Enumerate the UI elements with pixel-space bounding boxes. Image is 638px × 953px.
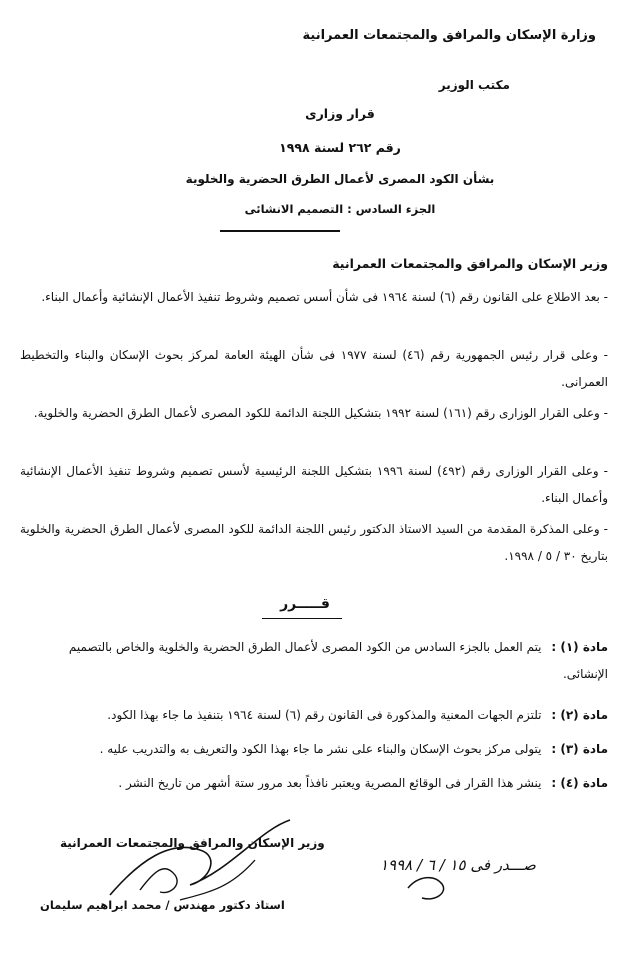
issue-date: صـــدر فى ١٥ / ٦ / ١٩٩٨ xyxy=(380,856,536,874)
article-4 xyxy=(28,770,608,797)
preamble-paragraph: - بعد الاطلاع على القانون رقم (٦) لسنة ١٩٦٤ فى شأن أسس تصميم وشروط تنفيذ الأعمال الإنشائية وأعمال البناء. xyxy=(41,290,608,304)
decree-title: قرار وزارى xyxy=(305,106,375,121)
article-text: يتم العمل بالجزء السادس من الكود المصرى لأعمال الطرق الحضرية والخلوية والخاص بالتصميم الإنشائى. xyxy=(68,640,608,681)
article-2 xyxy=(28,702,608,729)
decree-subject: بشأن الكود المصرى لأعمال الطرق الحضرية والخلوية xyxy=(185,172,495,186)
article-3 xyxy=(28,736,608,763)
decree-part: الجزء السادس : التصميم الانشائى xyxy=(244,202,436,216)
article-text: ينشر هذا القرار فى الوقائع المصرية ويعتبر نافذاً بعد مرور ستة أشهر من تاريخ النشر . xyxy=(118,776,542,790)
title-divider xyxy=(220,230,340,232)
handwritten-signature xyxy=(80,800,310,910)
preamble-minister: وزير الإسكان والمرافق والمجتمعات العمرانية xyxy=(332,256,608,271)
preamble-paragraph: - وعلى المذكرة المقدمة من السيد الاستاذ الدكتور رئيس اللجنة الدائمة للكود المصرى لأعمال الطرق الحضرية والخلوية بتاريخ ٣٠ / ٥ / ١٩٩٨. xyxy=(20,522,608,563)
article-text: يتولى مركز بحوث الإسكان والبناء على نشر ما جاء بهذا الكود والتعريف به والتدريب عليه . xyxy=(99,742,542,756)
decision-underline xyxy=(262,618,342,619)
article-label: مادة (٤) : xyxy=(551,776,608,790)
signatory-title: وزير الإسكان والمرافق والمجتمعات العمرانية xyxy=(60,836,325,850)
signatory-name: استاذ دكتور مهندس / محمد ابراهيم سليمان xyxy=(40,898,285,912)
preamble-paragraph: - وعلى القرار الوزارى رقم (١٦١) لسنة ١٩٩٢ بتشكيل اللجنة الدائمة للكود المصرى لأعمال الطرق الحضرية والخلوية. xyxy=(33,406,608,420)
minister-office-label: مكتب الوزير xyxy=(438,78,510,92)
handwritten-mark xyxy=(400,868,460,908)
decree-number: رقم ٢٦٢ لسنة ١٩٩٨ xyxy=(279,140,401,155)
preamble-paragraph: - وعلى القرار الوزارى رقم (٤٩٢) لسنة ١٩٩٦ بتشكيل اللجنة الرئيسية لأسس تصميم وشروط تنفيذ الأعمال الإنشائية وأعمال البناء. xyxy=(20,464,608,505)
decision-heading: قـــــرر xyxy=(280,596,330,612)
article-1 xyxy=(28,634,608,688)
article-label: مادة (٢) : xyxy=(551,708,608,722)
article-label: مادة (١) : xyxy=(551,640,608,654)
ministry-header: وزارة الإسكان والمرافق والمجتمعات العمرانية xyxy=(302,28,596,43)
preamble-paragraph: - وعلى قرار رئيس الجمهورية رقم (٤٦) لسنة ١٩٧٧ فى شأن الهيئة العامة لمركز بحوث الإسكان والبناء والتخطيط العمرانى. xyxy=(20,348,609,389)
article-label: مادة (٣) : xyxy=(551,742,608,756)
article-text: تلتزم الجهات المعنية والمذكورة فى القانون رقم (٦) لسنة ١٩٦٤ بتنفيذ ما جاء بهذا الكود. xyxy=(107,708,542,722)
